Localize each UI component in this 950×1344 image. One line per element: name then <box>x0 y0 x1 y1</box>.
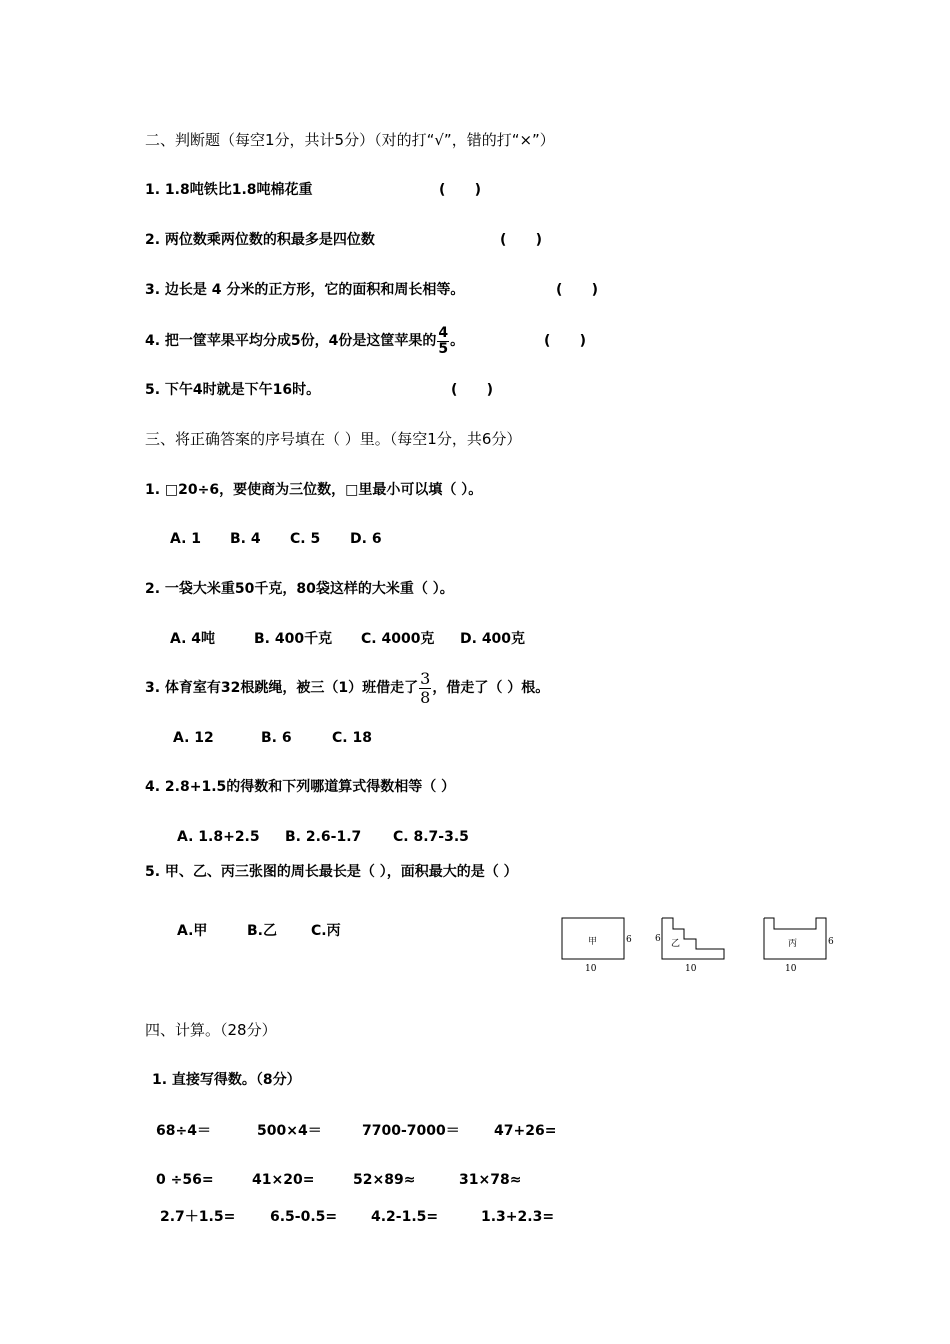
figure-yi-height: 6 <box>655 934 661 944</box>
calc-r3-c1: 2.7＋1.5= <box>160 1209 236 1225</box>
judge-item-3: 3. 边长是 4 分米的正方形，它的面积和周长相等。 <box>145 282 465 298</box>
section4-sub1: 1. 直接写得数。（8分） <box>152 1072 301 1088</box>
q5-option-a[interactable]: A.甲 <box>177 923 208 939</box>
figure-bing-width: 10 <box>785 964 797 974</box>
judge-item-1: 1. 1.8吨铁比1.8吨棉花重 <box>145 182 313 198</box>
q4-option-c[interactable]: C. 8.7-3.5 <box>393 829 469 845</box>
q2-option-c[interactable]: C. 4000克 <box>361 631 435 647</box>
figure-yi-label: 乙 <box>671 939 681 949</box>
choice-q4: 4. 2.8+1.5的得数和下列哪道算式得数相等（ ） <box>145 779 456 795</box>
section4-heading: 四、计算。（28分） <box>145 1021 277 1039</box>
judge-answer-2[interactable]: ( ) <box>500 232 543 248</box>
q1-option-d[interactable]: D. 6 <box>350 531 382 547</box>
judge-answer-5[interactable]: ( ) <box>451 382 494 398</box>
judge-item-5: 5. 下午4时就是下午16时。 <box>145 382 321 398</box>
fraction-three-eighths <box>419 670 431 707</box>
figure-bing-height: 6 <box>828 937 834 947</box>
calc-r1-c4: 47+26= <box>494 1123 557 1139</box>
choice-q3 <box>145 665 549 711</box>
q3-option-a[interactable]: A. 12 <box>173 730 214 746</box>
figure-jia-height: 6 <box>626 935 632 945</box>
q3-option-b[interactable]: B. 6 <box>261 730 292 746</box>
calc-r2-c2: 41×20= <box>252 1172 315 1188</box>
figure-yi-width: 10 <box>685 964 697 974</box>
judge-item-4-end: 。 <box>450 333 465 349</box>
fraction-denominator: 5 <box>438 340 449 357</box>
q2-option-b[interactable]: B. 400千克 <box>254 631 333 647</box>
fraction-numerator: 3 <box>420 668 431 688</box>
choice-q5: 5. 甲、乙、丙三张图的周长最长是（ ），面积最大的是（ ） <box>145 864 518 880</box>
judge-answer-1[interactable]: ( ) <box>439 182 482 198</box>
judge-answer-4[interactable]: ( ) <box>544 333 587 349</box>
q1-option-a[interactable]: A. 1 <box>170 531 202 547</box>
choice-q3-text: 3. 体育室有32根跳绳，被三（1）班借走了 <box>145 680 419 696</box>
q1-option-c[interactable]: C. 5 <box>290 531 321 547</box>
figure-yi <box>655 918 724 974</box>
fraction-denominator: 8 <box>420 687 431 707</box>
q2-option-d[interactable]: D. 400克 <box>460 631 526 647</box>
fraction-four-fifths <box>437 326 449 357</box>
q4-option-b[interactable]: B. 2.6-1.7 <box>285 829 362 845</box>
figure-jia-label: 甲 <box>588 937 598 947</box>
calc-r2-c1: 0 ÷56= <box>156 1172 214 1188</box>
figure-jia-width: 10 <box>585 964 597 974</box>
figure-jia <box>562 918 632 974</box>
choice-q3-end: ，借走了（ ）根。 <box>432 680 550 696</box>
judge-item-4-text: 4. 把一筐苹果平均分成5份，4份是这筐苹果的 <box>145 333 437 349</box>
choice-q2: 2. 一袋大米重50千克，80袋这样的大米重（ ）。 <box>145 581 454 597</box>
calc-r3-c4: 1.3+2.3= <box>481 1209 555 1225</box>
calc-r3-c2: 6.5-0.5= <box>270 1209 338 1225</box>
judge-item-2: 2. 两位数乘两位数的积最多是四位数 <box>145 232 375 248</box>
calc-r1-c1: 68÷4＝ <box>156 1123 211 1139</box>
section2-heading: 二、判断题（每空1分，共计5分）（对的打“√”，错的打“×”） <box>145 131 555 149</box>
shape-figures <box>555 910 845 976</box>
calc-r3-c3: 4.2-1.5= <box>371 1209 439 1225</box>
calc-r2-c4: 31×78≈ <box>459 1172 522 1188</box>
q2-option-a[interactable]: A. 4吨 <box>170 631 216 647</box>
judge-answer-3[interactable]: ( ) <box>556 282 599 298</box>
q1-option-b[interactable]: B. 4 <box>230 531 261 547</box>
q5-option-c[interactable]: C.丙 <box>311 923 341 939</box>
figure-bing-label: 丙 <box>788 939 798 949</box>
figure-bing <box>764 918 834 974</box>
choice-q1: 1. □20÷6，要使商为三位数，□里最小可以填（ ）。 <box>145 482 483 498</box>
calc-r1-c2: 500×4＝ <box>257 1123 322 1139</box>
judge-item-4 <box>145 318 464 364</box>
calc-r1-c3: 7700-7000＝ <box>362 1123 460 1139</box>
q3-option-c[interactable]: C. 18 <box>332 730 372 746</box>
q4-option-a[interactable]: A. 1.8+2.5 <box>177 829 260 845</box>
q5-option-b[interactable]: B.乙 <box>247 923 277 939</box>
fraction-numerator: 4 <box>438 324 449 341</box>
section3-heading: 三、将正确答案的序号填在（ ）里。（每空1分，共6分） <box>145 430 522 448</box>
calc-r2-c3: 52×89≈ <box>353 1172 416 1188</box>
